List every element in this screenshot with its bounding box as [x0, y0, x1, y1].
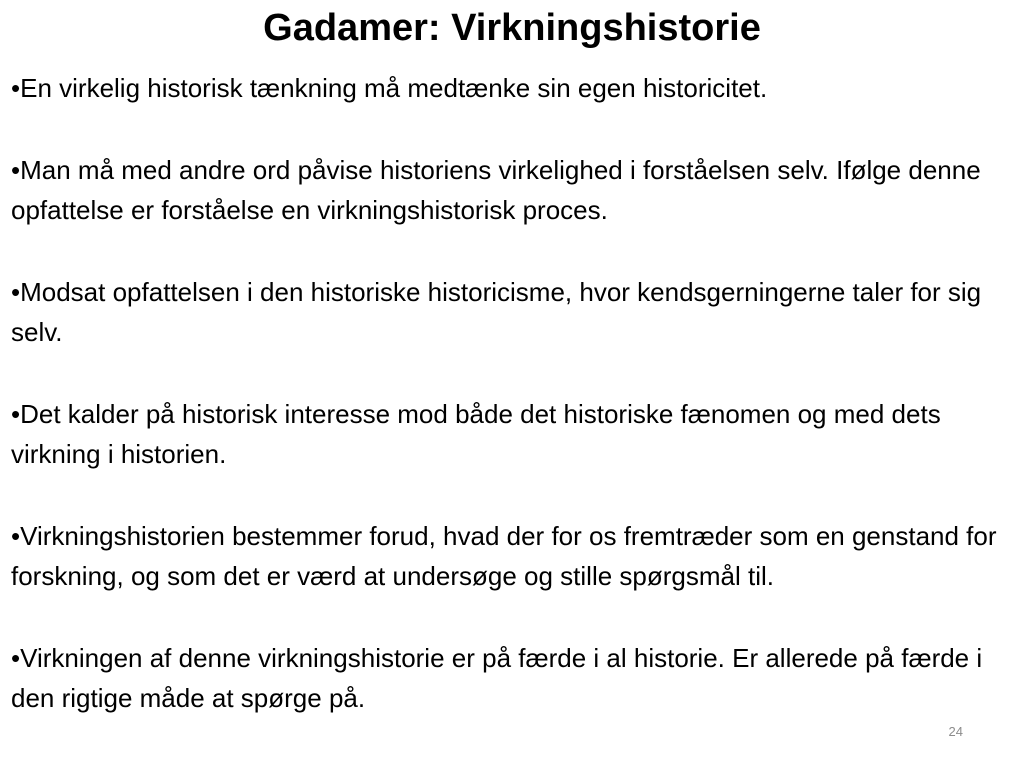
slide-number: 24 [948, 724, 963, 739]
bullet-paragraph: •Modsat opfattelsen i den historiske historicisme, hvor kendsgerningerne taler for sig selv. [11, 276, 982, 347]
bullet-paragraph: •Virkningen af denne virkningshistorie er på færde i al historie. Er allerede på færde i den rigtige måde at spørge på. [11, 642, 983, 713]
bullet-paragraph: •Man må med andre ord påvise historiens virkelighed i forståelsen selv. Ifølge denne opfattelse er forståelse en virkningshistorisk proces. [11, 154, 981, 225]
slide-title: Gadamer: Virkningshistorie [263, 7, 761, 49]
slide-body [11, 68, 1011, 719]
bullet-paragraph: •En virkelig historisk tænkning må medtænke sin egen historicitet. [11, 73, 768, 103]
bullet-paragraph: •Det kalder på historisk interesse mod både det historiske fænomen og med dets virkning i historien. [11, 398, 941, 469]
bullet-paragraph: •Virkningshistorien bestemmer forud, hvad der for os fremtræder som en genstand for forskning, og som det er værd at undersøge og stille spørgsmål til. [11, 520, 997, 591]
